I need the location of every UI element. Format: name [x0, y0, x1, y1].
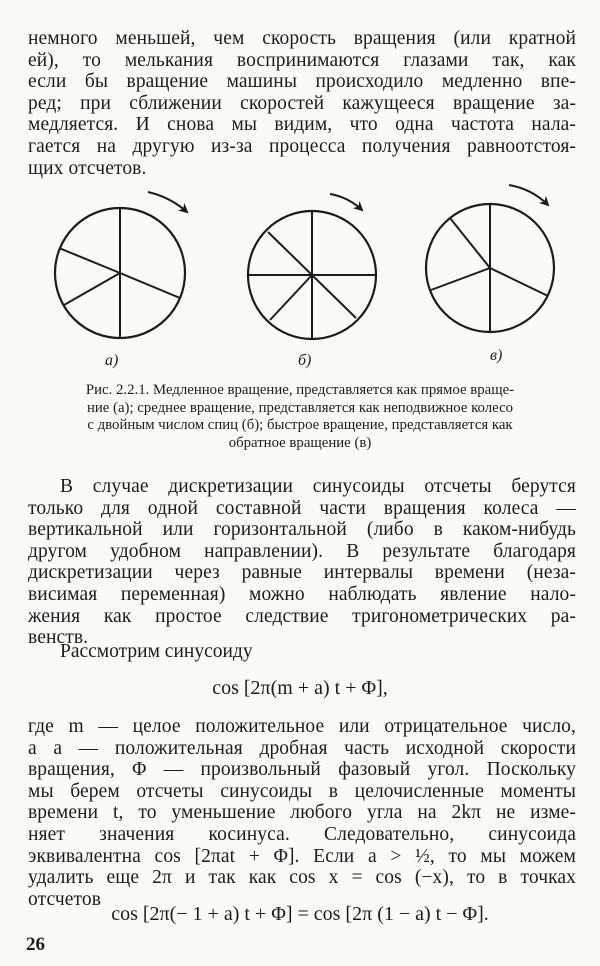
wheel-spoke [450, 218, 490, 268]
page-number: 26 [26, 934, 45, 955]
formula-second: cos [2π(− 1 + a) t + Φ] = cos [2π (1 − a) t − Φ]. [111, 903, 489, 925]
text-line: щих отсчетов. [28, 157, 147, 179]
caption-line: с двойным числом спиц (б); быстрое вращение, представляется как [87, 417, 513, 433]
wheel-v [426, 185, 554, 332]
text-line: отсчетов [28, 888, 102, 910]
paragraph-bottom [28, 716, 576, 910]
text-line: венств. [28, 627, 89, 649]
wheel-spoke [490, 268, 548, 296]
text-line: эквивалентна cos [2πat + Φ]. Если a > ½, то мы можем [28, 845, 576, 867]
text-line: удалить еще 2π и так как cos x = cos (−x), то в точках [28, 867, 576, 889]
text-line: если бы вращение машины происходило медленно впе- [28, 71, 576, 93]
wheel-spoke [64, 273, 120, 305]
text-line: ред; при сближении скоростей кажущееся вращение за- [28, 92, 576, 114]
text-line: другом удобном направлении). В результате благодаря [28, 540, 576, 562]
text-line: гается на другую из-за процесса получения равноотстоя- [28, 135, 576, 157]
wheel-spoke [431, 268, 490, 290]
text-line: медляется. И снова мы видим, что одна частота нала- [28, 114, 576, 136]
formula-first: cos [2π(m + a) t + Φ], [212, 677, 388, 699]
paragraph-middle [28, 476, 576, 649]
wheel-spoke [270, 275, 312, 320]
figure-label-b: б) [298, 352, 312, 369]
figure-label-a: а) [105, 352, 119, 369]
caption-line: ние (а); среднее вращение, представляется как неподвижное колесо [86, 399, 514, 416]
paragraph-top [28, 28, 576, 179]
text-line: только для одной составной части вращения колеса — [28, 497, 576, 519]
rotation-arrow-icon [148, 192, 187, 212]
wheel-spoke [120, 273, 180, 298]
figure-caption [38, 382, 562, 452]
text-line: В случае дискретизации синусоиды отсчеты берутся [60, 476, 576, 497]
text-line: времени t, то уменьшение любого угла на 2kπ не изме- [28, 802, 576, 824]
wheel-a [55, 192, 187, 338]
text-line: висимая переменная) можно наблюдать явление нало- [28, 583, 576, 605]
text-line: где m — целое положительное или отрицательное число, [28, 716, 576, 737]
figure-wheels [20, 180, 580, 380]
formula-intro: Рассмотрим синусоиду [60, 641, 253, 662]
figure-label-v: в) [490, 347, 503, 364]
text-line: вращения, Φ — произвольный фазовый угол. Поскольку [28, 759, 576, 781]
rotation-arrow-icon [330, 194, 362, 210]
text-line: немного меньшей, чем скорость вращения (или кратной [28, 28, 576, 49]
text-line: ей), то мелькания воспринимаются глазами так, как [28, 49, 576, 71]
text-line: жения как простое следствие тригонометрических ра- [28, 605, 576, 627]
caption-line: обратное вращение (в) [228, 434, 372, 451]
text-line: мы берем отсчеты синусоиды в целочисленные моменты [28, 780, 576, 802]
text-line: а a — положительная дробная часть исходной скорости [28, 737, 576, 759]
text-line: вертикальной или горизонтальной (либо в каком-нибудь [28, 519, 576, 541]
text-line: дискретизации через равные интервалы времени (неза- [28, 562, 576, 584]
rotation-arrow-icon [509, 185, 548, 205]
wheel-b [248, 194, 376, 339]
wheel-spoke [59, 248, 120, 273]
caption-line: Рис. 2.2.1. Медленное вращение, представляется как прямое враще- [85, 382, 515, 398]
text-line: няет значения косинуса. Следовательно, синусоида [28, 823, 576, 845]
